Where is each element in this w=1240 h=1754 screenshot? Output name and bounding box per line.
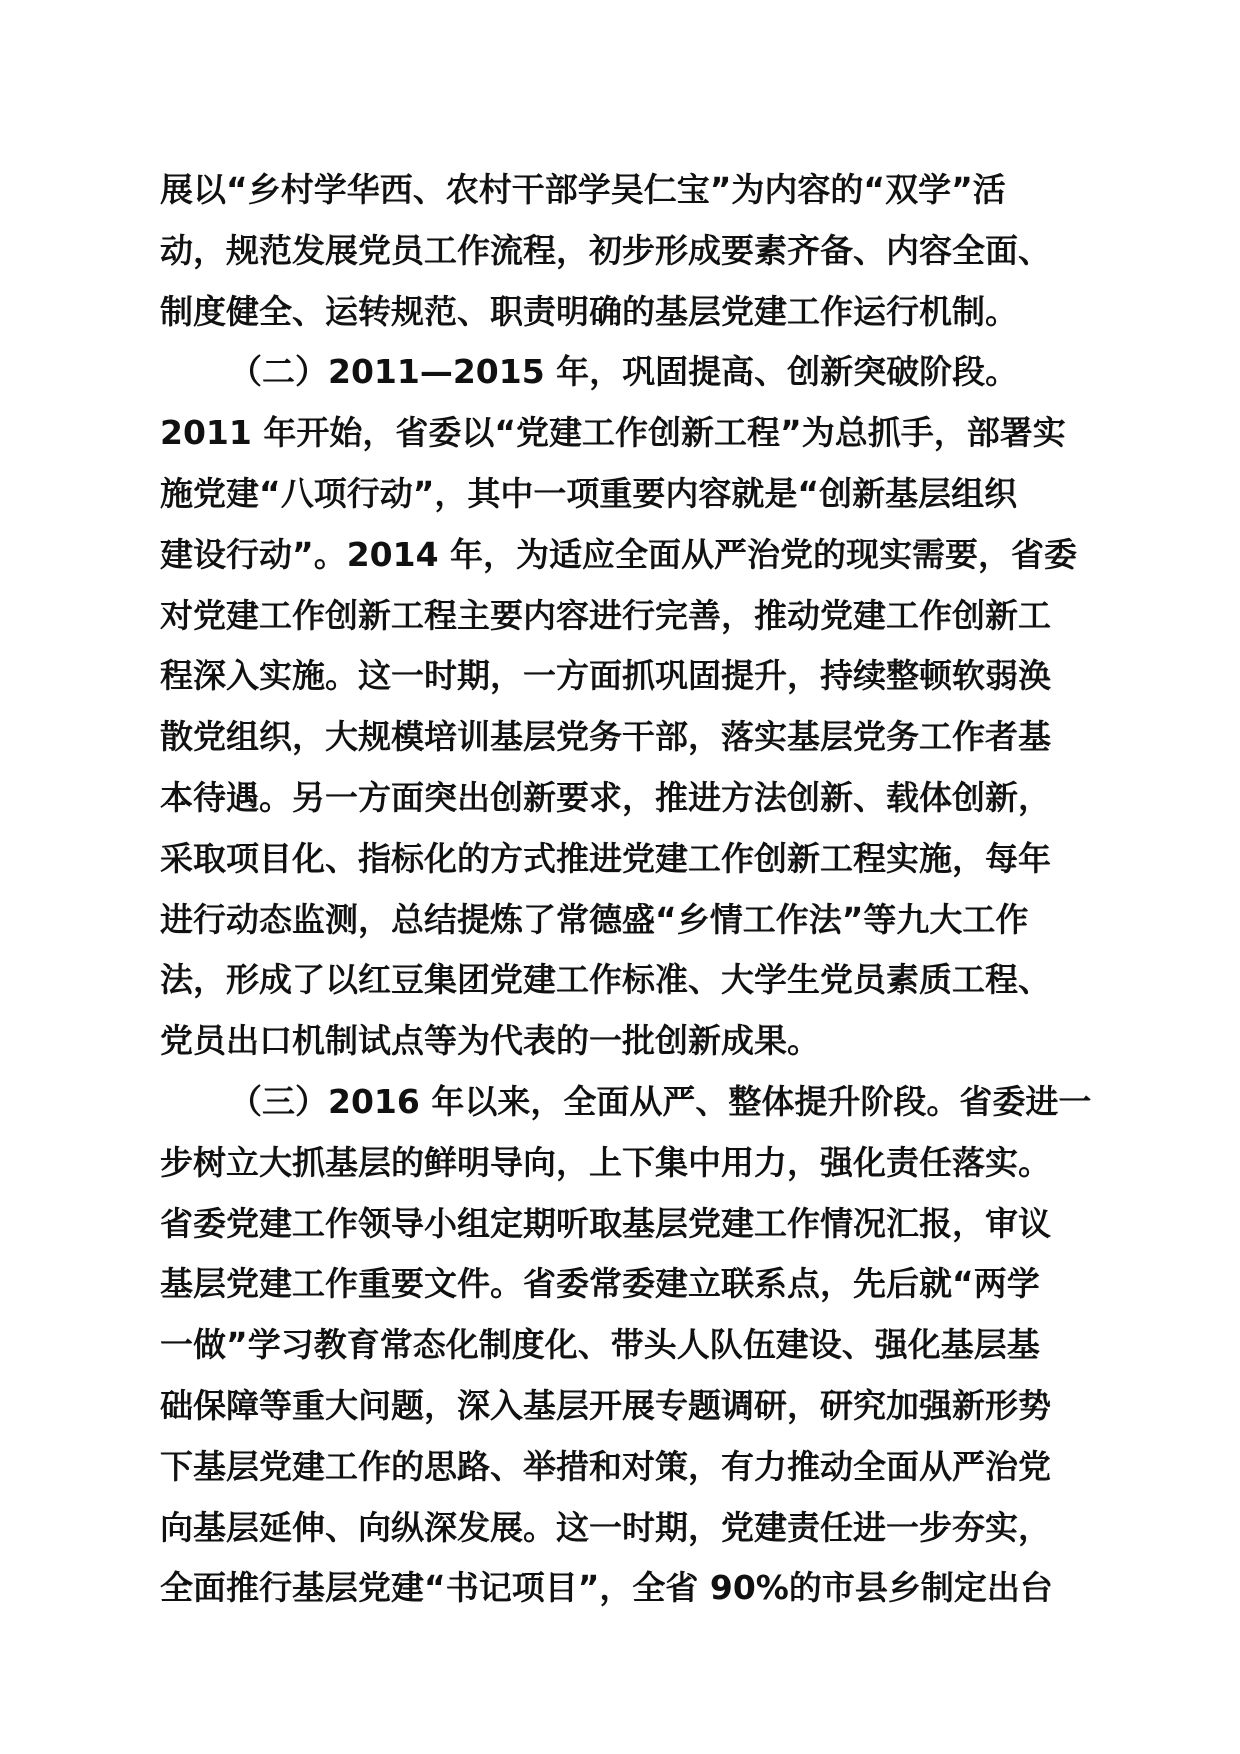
text-line: 一做”学习教育常态化制度化、带头人队伍建设、强化基层基: [160, 1325, 1040, 1365]
text-line: 党员出口机制试点等为代表的一批创新成果。: [160, 1021, 820, 1061]
text-line: 展以“乡村学华西、农村干部学吴仁宝”为内容的“双学”活: [160, 170, 1006, 209]
text-line: 全面推行基层党建“书记项目”，全省 90%的市县乡制定出台: [160, 1568, 1053, 1608]
section-heading-2: （二）2011—2015 年，巩固提高、创新突破阶段。: [229, 352, 1019, 392]
text-line: 对党建工作创新工程主要内容进行完善，推动党建工作创新工: [160, 595, 1051, 635]
text-line: 程深入实施。这一时期，一方面抓巩固提升，持续整顿软弱涣: [160, 656, 1051, 696]
text-line: 本待遇。另一方面突出创新要求，推进方法创新、载体创新，: [160, 777, 1051, 817]
text-line: 省委党建工作领导小组定期听取基层党建工作情况汇报，审议: [160, 1203, 1051, 1243]
body-text: [160, 160, 1100, 1619]
text-line: 法，形成了以红豆集团党建工作标准、大学生党员素质工程、: [160, 960, 1051, 1000]
text-line: 制度健全、运转规范、职责明确的基层党建工作运行机制。: [160, 291, 1018, 331]
text-line: 采取项目化、指标化的方式推进党建工作创新工程实施，每年: [160, 838, 1051, 878]
text-line: 向基层延伸、向纵深发展。这一时期，党建责任进一步夯实，: [160, 1507, 1051, 1547]
text-line: 散党组织，大规模培训基层党务干部，落实基层党务工作者基: [160, 717, 1051, 757]
section-heading-3: （三）2016 年以来，全面从严、整体提升阶段。省委进一: [229, 1081, 1092, 1121]
text-line: 步树立大抓基层的鲜明导向，上下集中用力，强化责任落实。: [160, 1142, 1051, 1182]
text-line: 施党建“八项行动”，其中一项重要内容就是“创新基层组织: [160, 473, 1018, 513]
text-line: 建设行动”。2014 年，为适应全面从严治党的现实需要，省委: [160, 534, 1078, 574]
text-line: 动，规范发展党员工作流程，初步形成要素齐备、内容全面、: [160, 230, 1051, 270]
text-line: 2011 年开始，省委以“党建工作创新工程”为总抓手，部署实: [160, 413, 1066, 453]
text-line: 进行动态监测，总结提炼了常德盛“乡情工作法”等九大工作: [160, 899, 1029, 939]
text-line: 基层党建工作重要文件。省委常委建立联系点，先后就“两学: [160, 1264, 1040, 1304]
text-line: 下基层党建工作的思路、举措和对策，有力推动全面从严治党: [160, 1446, 1051, 1486]
text-line: 础保障等重大问题，深入基层开展专题调研，研究加强新形势: [160, 1385, 1051, 1425]
